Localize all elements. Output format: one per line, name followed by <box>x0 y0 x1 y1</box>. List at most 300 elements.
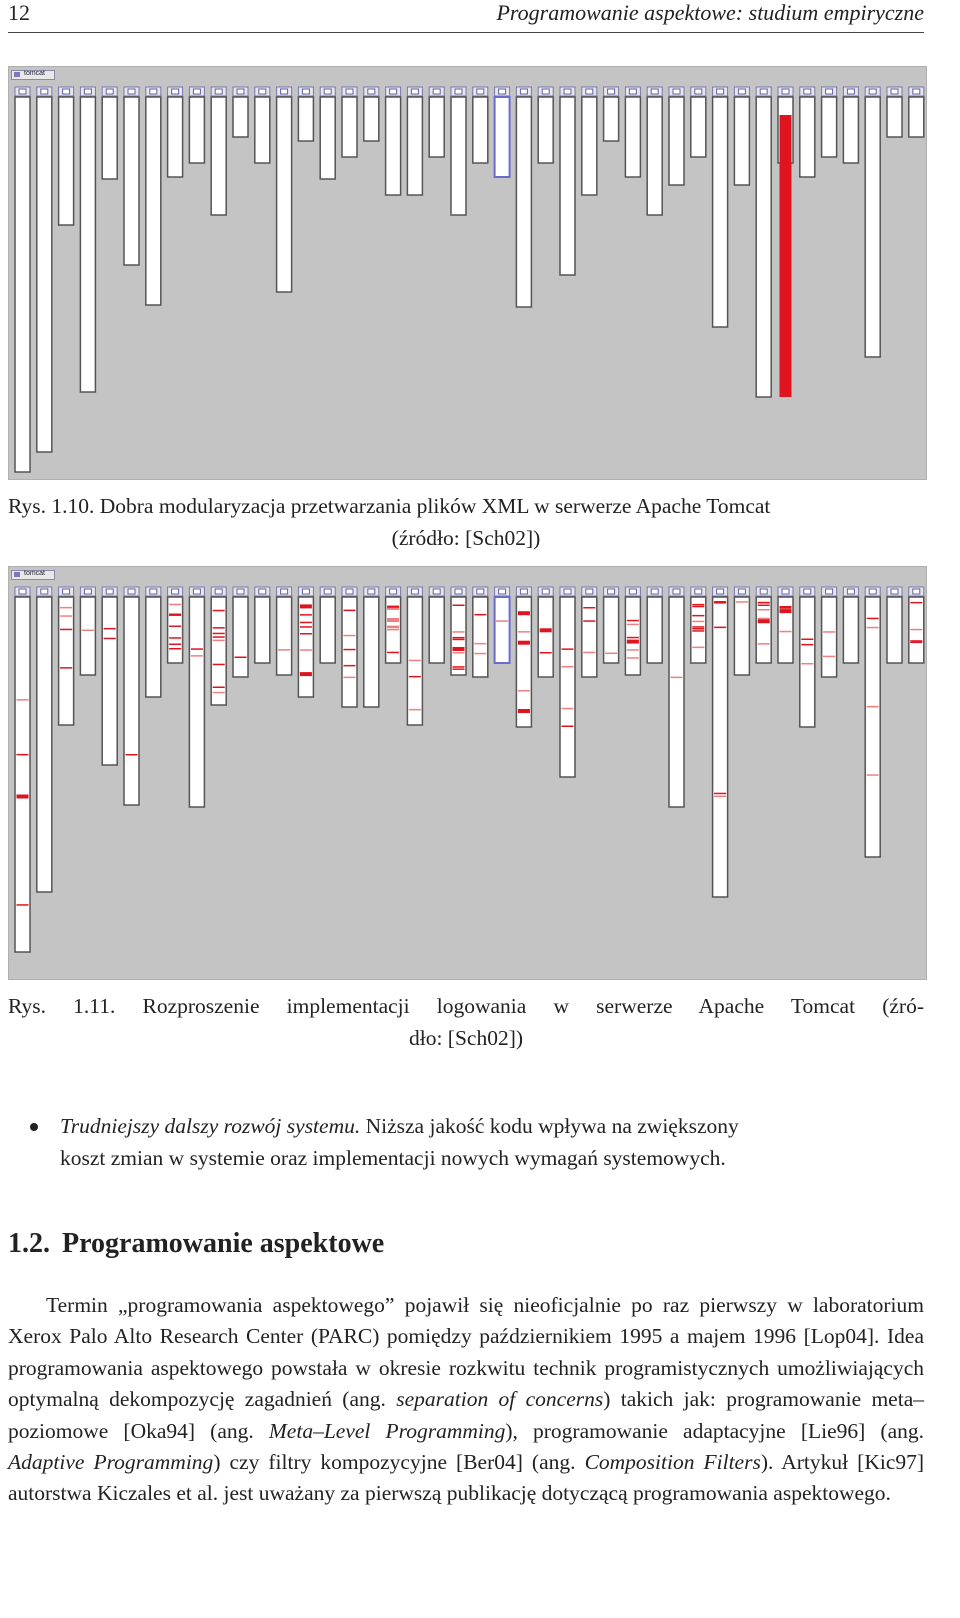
log-call-mark <box>627 657 639 659</box>
column-icon <box>455 589 462 594</box>
section-title: Programowanie aspektowe <box>62 1228 385 1259</box>
log-call-mark <box>60 667 72 669</box>
log-call-mark <box>758 618 770 620</box>
column-icon <box>215 589 222 594</box>
log-call-mark <box>300 633 312 635</box>
module-column <box>625 87 640 177</box>
page-header <box>8 0 924 33</box>
column-body <box>189 97 204 163</box>
log-call-mark <box>823 656 835 658</box>
column-icon <box>281 89 288 94</box>
column-icon <box>259 89 266 94</box>
module-column <box>407 87 422 195</box>
module-column <box>255 87 270 163</box>
column-body <box>146 597 161 697</box>
module-column <box>37 87 52 452</box>
column-body <box>320 97 335 179</box>
para-term: separation of concerns <box>396 1387 604 1412</box>
log-call-mark <box>169 637 181 639</box>
module-column <box>451 87 466 215</box>
column-icon <box>542 589 549 594</box>
log-call-mark <box>344 635 356 637</box>
module-column <box>15 87 30 472</box>
column-icon <box>608 589 615 594</box>
log-call-mark <box>453 652 465 654</box>
module-column <box>429 587 444 663</box>
column-icon <box>433 89 440 94</box>
log-call-mark <box>474 643 486 645</box>
column-icon <box>629 89 636 94</box>
module-column <box>102 87 117 179</box>
module-column <box>516 587 531 727</box>
log-call-mark <box>60 607 72 609</box>
module-column <box>473 587 488 677</box>
log-call-mark <box>867 627 879 629</box>
para-term: Adaptive Programming <box>8 1450 214 1475</box>
module-column <box>277 587 292 675</box>
column-icon <box>499 589 506 594</box>
log-call-mark <box>235 657 247 659</box>
log-call-mark <box>910 640 922 642</box>
column-body <box>582 597 597 677</box>
module-column <box>320 587 335 663</box>
column-icon <box>346 89 353 94</box>
column-body <box>495 597 510 663</box>
column-body <box>516 597 531 727</box>
column-body <box>233 97 248 137</box>
module-column <box>495 87 510 177</box>
module-column <box>189 87 204 163</box>
module-column <box>189 587 204 807</box>
log-call-mark <box>17 795 29 799</box>
module-column <box>604 587 619 663</box>
column-icon <box>717 89 724 94</box>
log-call-mark <box>104 628 116 630</box>
module-column <box>865 87 880 357</box>
column-icon <box>738 589 745 594</box>
log-call-mark <box>801 663 813 665</box>
column-body <box>516 97 531 307</box>
log-call-mark <box>714 627 726 629</box>
caption-line: Rys. 1.11. Rozproszenie implementacji logowania w serwerze Apache Tomcat (źró- <box>8 994 924 1018</box>
column-icon <box>673 89 680 94</box>
module-column <box>560 87 575 275</box>
module-column <box>59 87 74 225</box>
log-call-mark <box>169 648 181 650</box>
column-body <box>473 597 488 677</box>
module-column <box>800 87 815 177</box>
log-call-mark <box>213 692 225 694</box>
module-column <box>887 87 902 137</box>
figure-2-scattered-logging <box>8 566 927 980</box>
module-column <box>756 587 771 663</box>
log-call-mark <box>213 664 225 666</box>
log-call-mark <box>692 626 704 628</box>
column-body <box>298 97 313 141</box>
log-call-mark <box>213 636 225 638</box>
column-icon <box>782 89 789 94</box>
column-body <box>887 597 902 663</box>
column-icon <box>41 89 48 94</box>
column-body <box>865 97 880 357</box>
column-icon <box>324 589 331 594</box>
para-text: ). Artykuł [Kic97] autorstwa Kiczales et al. jest uważany za pierwszą publikację dotyczącą programowania aspektowego. <box>8 1450 925 1506</box>
log-call-mark <box>169 614 181 616</box>
log-call-mark <box>583 607 595 609</box>
column-icon <box>651 589 658 594</box>
column-body <box>37 597 52 892</box>
log-call-mark <box>453 639 465 641</box>
column-icon <box>869 589 876 594</box>
module-column <box>843 87 858 163</box>
log-call-mark <box>714 793 726 795</box>
log-call-mark <box>518 631 530 633</box>
log-call-mark <box>583 620 595 622</box>
column-body <box>277 97 292 292</box>
column-body <box>800 97 815 177</box>
log-call-mark <box>409 660 421 662</box>
log-call-mark <box>169 626 181 628</box>
log-call-mark <box>191 648 203 650</box>
log-call-mark <box>387 652 399 654</box>
log-call-mark <box>780 606 792 608</box>
column-body <box>451 597 466 675</box>
window-label: tomcat <box>24 570 46 577</box>
log-call-mark <box>60 615 72 617</box>
log-call-mark <box>627 637 639 639</box>
module-column <box>909 587 924 663</box>
log-call-mark <box>169 644 181 646</box>
column-icon <box>913 89 920 94</box>
log-call-mark <box>387 618 399 622</box>
log-call-mark <box>300 649 312 651</box>
log-call-mark <box>453 668 465 670</box>
column-icon <box>564 589 571 594</box>
module-column <box>233 87 248 137</box>
log-call-mark <box>562 726 574 728</box>
module-column <box>146 87 161 305</box>
log-call-mark <box>758 602 770 604</box>
column-icon <box>826 89 833 94</box>
para-term: Meta–Level Programming <box>268 1418 506 1443</box>
column-body <box>342 97 357 157</box>
column-body <box>102 97 117 179</box>
module-column <box>734 87 749 185</box>
log-call-mark <box>540 628 552 632</box>
para-text: Termin „programowania aspektowego” pojawił się nieoficjalnie po raz pierwszy w laboratorium Xerox Palo Alto Research Center (PARC) pomiędzy październikiem 1995 a majem 1996 [Lop04]. Idea programowania aspektowego powstała w okresie rozkwitu technik programistycznych umożliwiających optymalną dekompozycję zagadnień (ang. <box>8 1293 924 1412</box>
column-icon <box>695 589 702 594</box>
log-call-mark <box>518 690 530 692</box>
caption-source: (źródło: [Sch02]) <box>391 526 541 550</box>
column-body <box>669 97 684 185</box>
column-icon <box>760 89 767 94</box>
column-icon <box>390 589 397 594</box>
column-body <box>429 597 444 663</box>
log-call-mark <box>453 605 465 607</box>
log-call-mark <box>496 620 508 622</box>
log-call-mark <box>758 619 770 623</box>
column-icon <box>259 589 266 594</box>
column-icon <box>237 89 244 94</box>
module-column <box>822 87 837 157</box>
log-call-mark <box>692 647 704 649</box>
column-icon <box>477 89 484 94</box>
module-column <box>691 87 706 157</box>
column-icon <box>63 589 70 594</box>
log-call-mark <box>409 676 421 678</box>
log-call-mark <box>627 640 639 644</box>
column-icon <box>63 89 70 94</box>
log-call-mark <box>213 687 225 689</box>
module-column <box>495 587 510 663</box>
column-body <box>168 97 183 177</box>
log-call-mark <box>780 609 792 613</box>
module-column <box>843 587 858 663</box>
column-body <box>756 97 771 397</box>
log-call-mark <box>780 631 792 633</box>
caption-line: Rys. 1.10. Dobra modularyzacja przetwarzania plików XML w serwerze Apache Tomcat <box>8 494 771 518</box>
log-call-mark <box>692 628 704 630</box>
column-icon <box>150 589 157 594</box>
log-call-mark <box>409 709 421 711</box>
bullet-line-2: koszt zmian w systemie oraz implementacji nowych wymagań systemowych. <box>60 1146 726 1170</box>
log-call-mark <box>867 774 879 776</box>
log-call-mark <box>387 608 399 610</box>
column-body <box>538 597 553 677</box>
column-body <box>887 97 902 137</box>
log-call-mark <box>605 653 617 655</box>
column-icon <box>629 589 636 594</box>
module-column <box>582 587 597 677</box>
module-column <box>168 587 183 663</box>
column-icon <box>128 589 135 594</box>
column-body <box>756 597 771 663</box>
log-call-mark <box>387 629 399 631</box>
log-call-mark <box>344 665 356 667</box>
column-body <box>255 97 270 163</box>
log-call-mark <box>17 754 29 756</box>
column-body <box>734 97 749 185</box>
column-body <box>429 97 444 157</box>
log-call-mark <box>867 706 879 708</box>
column-body <box>800 597 815 727</box>
bullet-dot <box>30 1123 38 1131</box>
column-icon <box>826 589 833 594</box>
module-column <box>342 87 357 157</box>
column-body <box>495 97 510 177</box>
log-call-mark <box>518 641 530 645</box>
log-call-mark <box>801 644 813 646</box>
caption-source: dło: [Sch02]) <box>408 1026 524 1050</box>
column-icon <box>41 589 48 594</box>
column-body <box>124 97 139 265</box>
log-call-mark <box>344 677 356 679</box>
module-column <box>451 587 466 675</box>
column-body <box>625 597 640 675</box>
column-body <box>320 597 335 663</box>
module-column <box>756 87 771 397</box>
module-column <box>102 587 117 765</box>
log-call-mark <box>627 620 639 622</box>
log-call-mark <box>823 631 835 633</box>
bullet-item <box>8 1110 924 1174</box>
column-icon <box>84 589 91 594</box>
column-icon <box>84 89 91 94</box>
figure-1-modular-xml <box>8 66 927 480</box>
figure-1-caption <box>8 490 924 554</box>
log-call-mark <box>474 614 486 616</box>
log-call-mark <box>278 649 290 651</box>
column-body <box>298 597 313 697</box>
module-column <box>778 587 793 663</box>
module-columns-chart <box>9 567 926 979</box>
log-call-mark <box>17 699 29 701</box>
column-body <box>582 97 597 195</box>
log-call-mark <box>540 652 552 654</box>
column-body <box>560 597 575 777</box>
module-column <box>255 587 270 663</box>
log-call-mark <box>692 621 704 623</box>
column-icon <box>455 89 462 94</box>
module-column <box>124 587 139 805</box>
column-icon <box>913 589 920 594</box>
bullet-lead: Trudniejszy dalszy rozwój systemu. <box>60 1114 361 1138</box>
column-icon <box>172 89 179 94</box>
log-call-mark <box>562 666 574 668</box>
module-column <box>516 87 531 307</box>
log-call-mark <box>191 655 203 657</box>
module-column <box>364 87 379 141</box>
module-column <box>604 87 619 141</box>
column-icon <box>106 589 113 594</box>
column-body <box>473 97 488 163</box>
column-icon <box>324 89 331 94</box>
column-body <box>168 597 183 663</box>
page-number: 12 <box>8 0 30 25</box>
log-call-mark <box>692 630 704 632</box>
column-icon <box>564 89 571 94</box>
column-icon <box>193 89 200 94</box>
module-column <box>298 87 313 141</box>
log-call-mark <box>867 618 879 620</box>
column-body <box>407 97 422 195</box>
column-icon <box>738 89 745 94</box>
running-title: Programowanie aspektowe: studium empiryczne <box>496 0 924 25</box>
column-icon <box>891 589 898 594</box>
column-body <box>713 97 728 327</box>
column-icon <box>891 89 898 94</box>
log-call-mark <box>758 605 770 607</box>
column-body <box>734 597 749 675</box>
log-call-mark <box>562 648 574 650</box>
column-body <box>124 597 139 805</box>
log-call-mark <box>692 615 704 617</box>
column-icon <box>411 589 418 594</box>
column-icon <box>760 589 767 594</box>
module-column <box>233 587 248 677</box>
column-icon <box>586 89 593 94</box>
module-column <box>386 587 401 663</box>
column-body <box>102 597 117 765</box>
column-body <box>146 97 161 305</box>
column-body <box>80 97 95 392</box>
column-body <box>604 97 619 141</box>
module-column <box>734 587 749 675</box>
red-highlight-fill <box>780 115 792 397</box>
column-body <box>560 97 575 275</box>
column-icon <box>411 89 418 94</box>
para-term: Composition Filters <box>584 1450 761 1475</box>
column-body <box>647 97 662 215</box>
column-icon <box>19 589 26 594</box>
log-call-mark <box>213 640 225 642</box>
module-column <box>386 87 401 195</box>
column-body <box>37 97 52 452</box>
column-icon <box>368 589 375 594</box>
column-icon <box>19 89 26 94</box>
column-body <box>538 97 553 163</box>
column-body <box>713 597 728 897</box>
log-call-mark <box>910 602 922 604</box>
column-body <box>669 597 684 807</box>
section-heading <box>8 1228 396 1260</box>
column-icon <box>499 89 506 94</box>
module-column <box>713 87 728 327</box>
log-call-mark <box>17 904 29 906</box>
log-call-mark <box>387 627 399 629</box>
log-call-mark <box>453 637 465 639</box>
column-body <box>386 97 401 195</box>
log-call-mark <box>562 708 574 710</box>
module-column <box>364 587 379 707</box>
module-column <box>15 587 30 952</box>
log-call-mark <box>780 607 792 609</box>
column-body <box>342 597 357 707</box>
column-icon <box>281 589 288 594</box>
para-text: ), programowanie adaptacyjne [Lie96] (ang. <box>505 1418 924 1443</box>
log-call-mark <box>453 631 465 633</box>
column-icon <box>237 589 244 594</box>
log-call-mark <box>474 653 486 655</box>
figure-2-caption <box>8 990 924 1054</box>
module-column <box>691 587 706 663</box>
log-call-mark <box>736 601 748 603</box>
column-body <box>211 597 226 705</box>
column-body <box>211 97 226 215</box>
module-column <box>429 87 444 157</box>
log-call-mark <box>213 633 225 635</box>
column-icon <box>586 589 593 594</box>
module-column <box>538 87 553 163</box>
log-call-mark <box>518 709 530 713</box>
column-body <box>80 597 95 675</box>
log-call-mark <box>518 611 530 615</box>
column-icon <box>215 89 222 94</box>
log-call-mark <box>300 614 312 616</box>
module-column <box>146 587 161 697</box>
column-body <box>865 597 880 857</box>
column-icon <box>346 589 353 594</box>
column-body <box>822 97 837 157</box>
column-body <box>277 597 292 675</box>
log-call-mark <box>453 666 465 668</box>
column-body <box>15 597 30 952</box>
module-column <box>407 587 422 725</box>
module-column <box>669 587 684 807</box>
log-call-mark <box>300 672 312 676</box>
module-column <box>277 87 292 292</box>
module-column <box>713 587 728 897</box>
